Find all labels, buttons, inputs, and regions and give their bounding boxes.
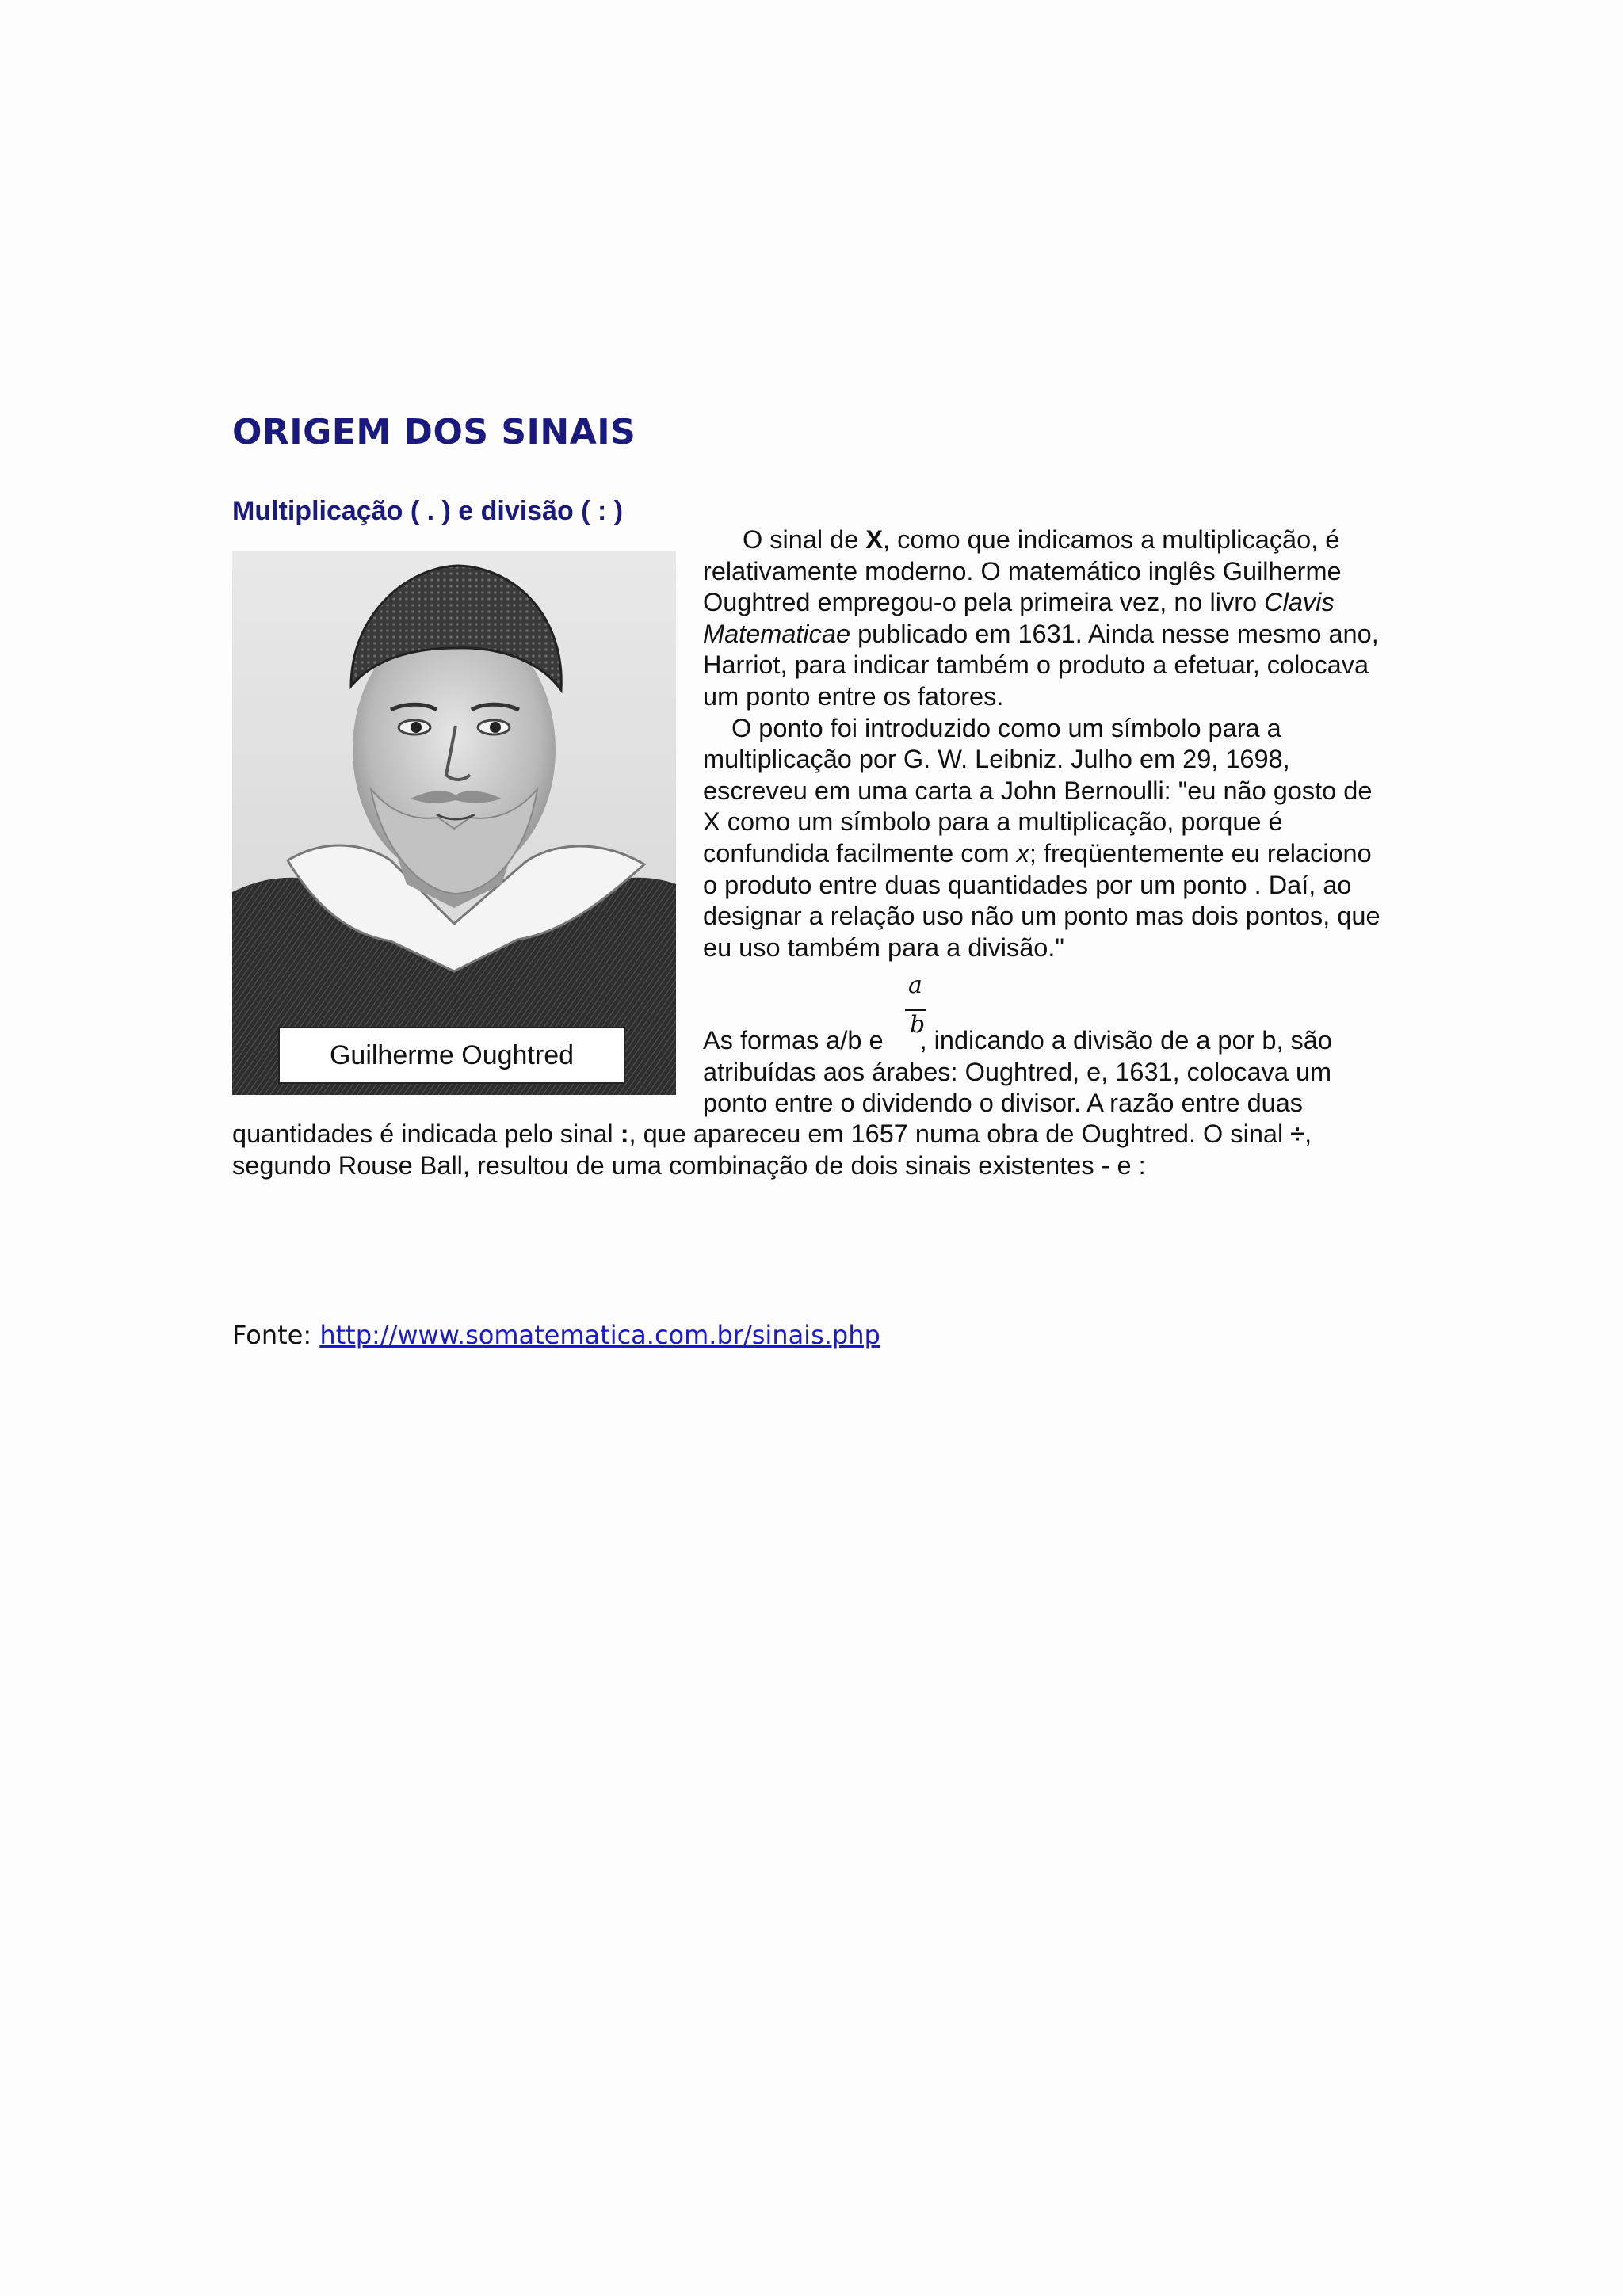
text-span: , como que indicamos a multiplicação, é relativamente moderno. O matemático inglês Guilherme Oughtred empregou-o pela primeira vez, no livro — [703, 525, 1342, 617]
text-span: publicado em 1631. Ainda nesse mesmo ano, Harriot, para indicar também o produto a efetuar, colocava um ponto entre os fatores. — [703, 619, 1379, 711]
text-span: quantidades é indicada pelo sinal — [232, 1119, 621, 1148]
source-line — [232, 1320, 880, 1350]
paragraph-ratio-sign — [232, 1119, 1397, 1181]
portrait-caption: Guilherme Oughtred — [278, 1027, 625, 1084]
text-span: As formas a/b e — [703, 1026, 884, 1055]
text-span: , segundo Rouse Ball, resultou de uma combinação de dois sinais existentes - e : — [232, 1119, 1312, 1180]
text-span: O sinal de — [743, 525, 866, 554]
text-span: , indicando a divisão de a por b, são atribuídas aos árabes: Oughtred, e, 1631, colocava um ponto entre o dividendo o divisor. A razão entre duas — [703, 1026, 1332, 1118]
multiplication-text-column — [703, 524, 1384, 963]
portrait-engraving — [232, 551, 676, 1095]
text-span: , que apareceu em 1657 numa obra de Oughtred. O sinal — [628, 1119, 1291, 1148]
text-span: ; freqüentemente eu relaciono o produto entre duas quantidades por um ponto . Daí, ao designar a relação uso não um ponto mas dois pontos, que eu uso também para a divisão." — [703, 838, 1381, 962]
paragraph-x-sign — [703, 524, 1384, 713]
source-label: Fonte: — [232, 1320, 320, 1350]
section-title: Multiplicação ( . ) e divisão ( : ) — [232, 496, 624, 526]
division-sign: ÷ — [1290, 1119, 1305, 1148]
x-sign: X — [865, 525, 884, 554]
portrait-image — [232, 551, 676, 1095]
fraction-numerator: a — [908, 971, 922, 999]
source-link[interactable]: http://www.somatematica.com.br/sinais.php — [319, 1320, 880, 1350]
text-span: O ponto foi introduzido como um símbolo para a multiplicação por G. W. Leibniz. Julho em 29, 1698, escreveu em uma carta a John Bernoulli: "eu não gosto de X como um símbolo para a multiplicação, porque é confundida facilmente com — [703, 713, 1373, 868]
italic-x: x — [1016, 838, 1029, 868]
page-title: ORIGEM DOS SINAIS — [232, 412, 636, 452]
colon-sign: : — [620, 1119, 629, 1148]
fraction-denominator: b — [910, 1011, 926, 1039]
paragraph-division-forms — [703, 1025, 1392, 1119]
paragraph-leibniz — [703, 713, 1384, 964]
book-title: Clavis Matematicae — [703, 588, 1335, 648]
